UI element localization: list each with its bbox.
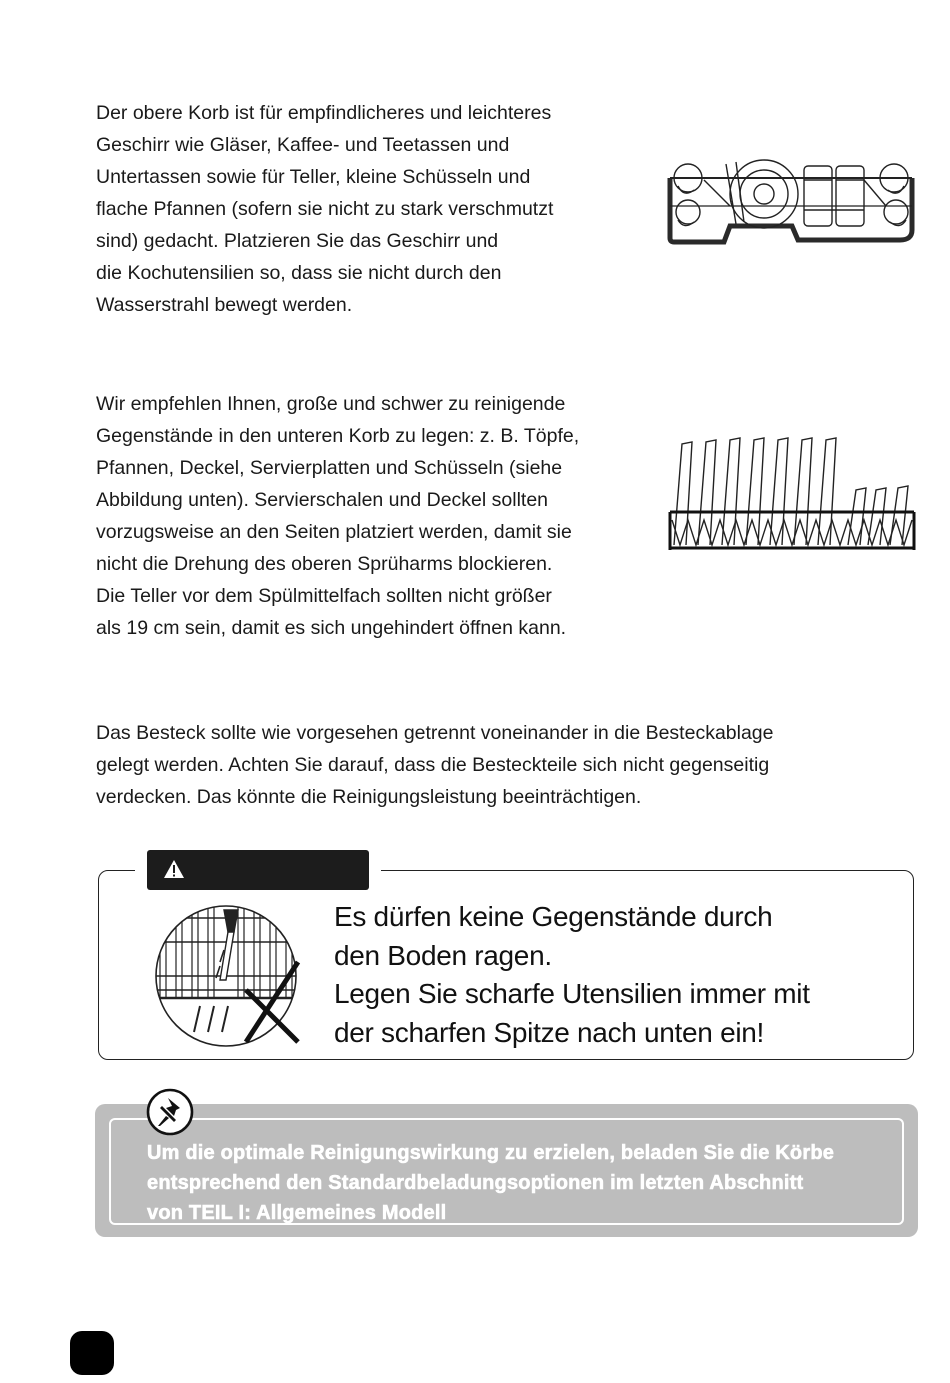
cutlery-paragraph: Das Besteck sollte wie vorgesehen getrennt voneinander in die Besteckablage gelegt werden. Achten Sie darauf, dass die Besteckteile sich nicht gegenseitig verdecken. Das könnte die Reinigungsleistung beeinträchtigen. — [96, 722, 774, 808]
page-marker — [70, 1331, 114, 1375]
lower-basket-paragraph: Wir empfehlen Ihnen, große und schwer zu reinigende Gegenstände in den unteren Korb zu legen: z. B. Töpfe, Pfannen, Deckel, Servierplatten und Schüsseln (siehe Abbildung unten). Servierschalen und Deckel sollten vorzugsweise an den Seiten platziert werden, damit sie nicht die Drehung des oberen Sprüharms blockieren. Die Teller vor dem Spülmittelfach sollten nicht größer als 19 cm sein, damit es sich ungehindert öffnen kann. — [96, 393, 580, 639]
lower-basket-illustration — [664, 430, 920, 555]
sharp-utensil-rack-illustration — [148, 902, 308, 1048]
note-text: Um die optimale Reinigungswirkung zu erzielen, beladen Sie die Körbe entsprechend den Standardbeladungsoptionen im letzten Abschnitt von TEIL I: Allgemeines Modell — [147, 1142, 835, 1224]
upper-basket-paragraph: Der obere Korb ist für empfindlicheres und leichteres Geschirr wie Gläser, Kaffee- und Teetassen und Untertassen sowie für Teller, kleine Schüsseln und flache Pfannen (sofern sie nicht zu stark verschmutzt sind) gedacht. Platzieren Sie das Geschirr und die Kochutensilien so, dass sie nicht durch den Wasserstrahl bewegt werden. — [96, 102, 554, 316]
upper-basket-illustration — [664, 150, 920, 250]
warning-text: Es dürfen keine Gegenstände durch den Boden ragen. Legen Sie scharfe Utensilien immer mit der scharfen Spitze nach unten ein! — [334, 901, 810, 1048]
pushpin-icon — [146, 1088, 194, 1136]
warning-triangle-icon — [163, 859, 185, 879]
warning-header — [147, 850, 369, 890]
